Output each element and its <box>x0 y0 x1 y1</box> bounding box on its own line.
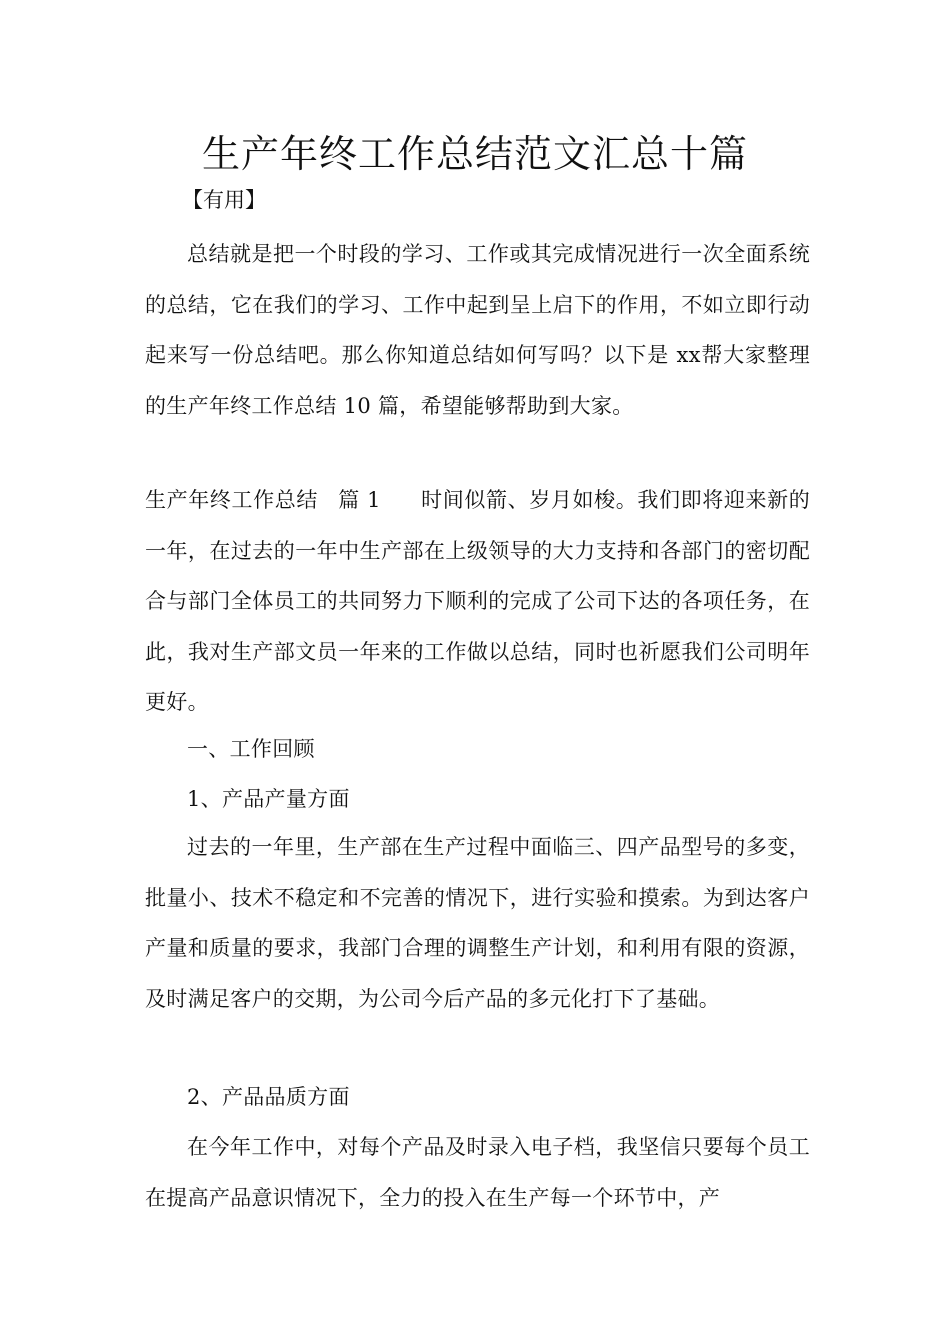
intro-paragraph: 总结就是把一个时段的学习、工作或其完成情况进行一次全面系统的总结，它在我们的学习、工作中起到呈上启下的作用，不如立即行动起来写一份总结吧。那么你知道总结如何写吗？以下是 xx帮大家整理的生产年终工作总结 10 篇，希望能够帮助到大家。 <box>145 242 810 418</box>
document-title: 生产年终工作总结范文汇总十篇 <box>201 132 748 176</box>
section1-text: 时间似箭、岁月如梭。我们即将迎来新的一年，在过去的一年中生产部在上级领导的大力支持和各部门的密切配合与部门全体员工的共同努力下顺利的完成了公司下达的各项任务，在此，我对生产部文员一年来的工作做以总结，同时也祈愿我们公司明年更好。 <box>145 488 810 715</box>
heading-product-quality: 2、产品品质方面 <box>187 1085 350 1109</box>
section1-paragraph <box>145 475 810 728</box>
quality-paragraph: 在今年工作中，对每个产品及时录入电子档，我坚信只要每个员工在提高产品意识情况下，全力的投入在生产每一个环节中，产 <box>145 1135 810 1210</box>
production-paragraph: 过去的一年里，生产部在生产过程中面临三、四产品型号的多变，批量小、技术不稳定和不完善的情况下，进行实验和摸索。为到达客户产量和质量的要求，我部门合理的调整生产计划，和利用有限的资源，及时满足客户的交期，为公司今后产品的多元化打下了基础。 <box>145 835 810 1011</box>
section1-number: 篇 1 <box>337 488 381 512</box>
document-subtitle: 【有用】 <box>182 188 266 212</box>
section1-label: 生产年终工作总结 <box>145 488 318 512</box>
heading-product-output: 1、产品产量方面 <box>187 787 350 811</box>
heading-work-review: 一、工作回顾 <box>187 737 315 761</box>
